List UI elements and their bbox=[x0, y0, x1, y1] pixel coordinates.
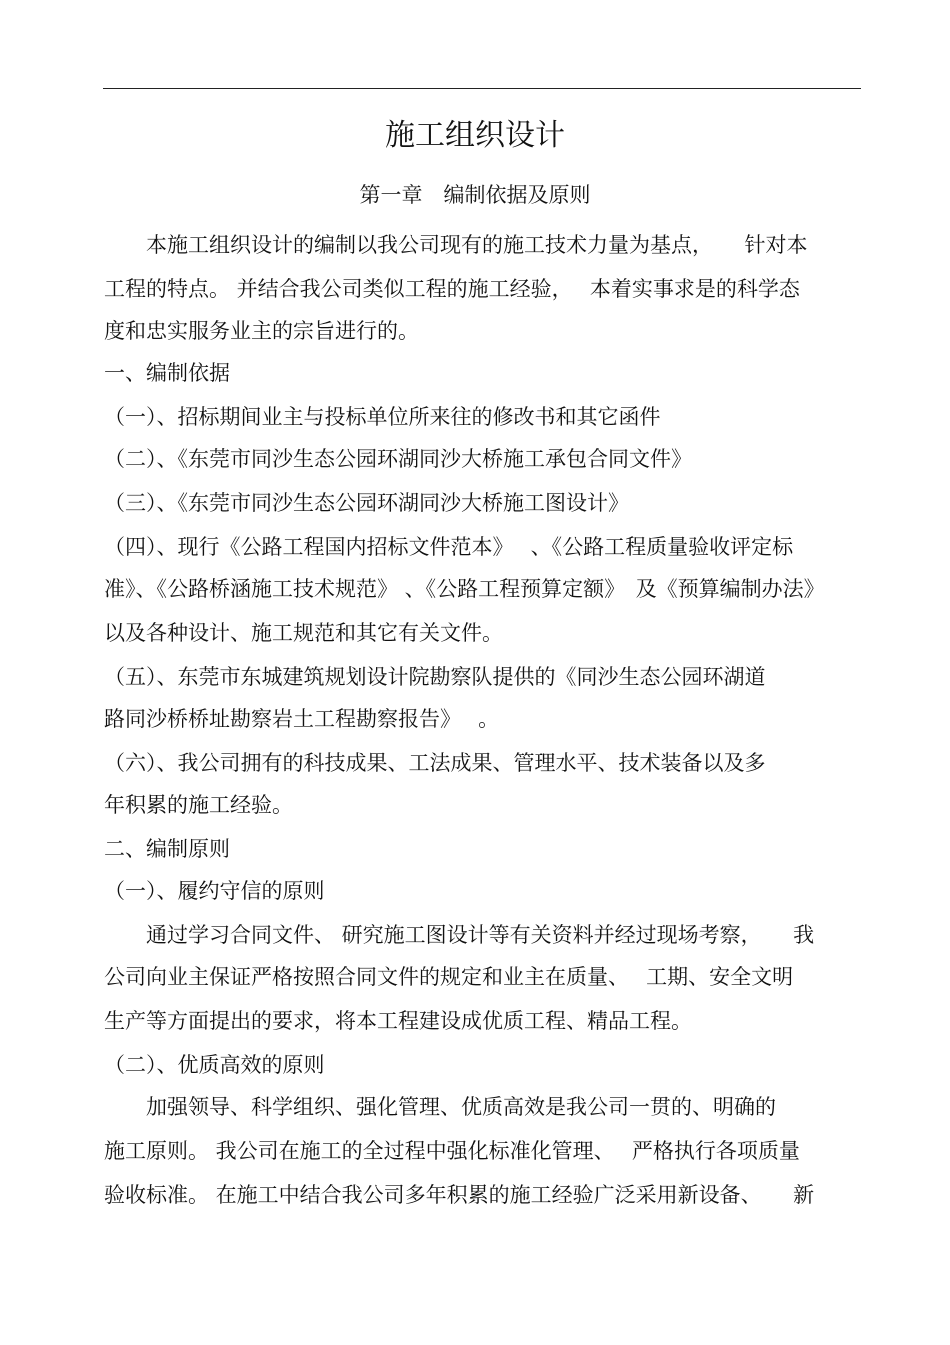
text-line: 年积累的施工经验。 bbox=[104, 793, 293, 817]
text-line: 验收标准。 在施工中结合我公司多年积累的施工经验广泛采用新设备、 新 bbox=[104, 1183, 815, 1207]
text-line: （二）、优质高效的原则 bbox=[104, 1053, 325, 1077]
text-line: （五）、东莞市东城建筑规划设计院勘察队提供的《同沙生态公园环湖道 bbox=[104, 665, 766, 689]
text-line: 准》、《公路桥涵施工技术规范》 、《公路工程预算定额》 及《预算编制办法》 bbox=[104, 577, 825, 601]
text-line: 以及各种设计、施工规范和其它有关文件。 bbox=[104, 621, 503, 645]
text-line: 施工原则。 我公司在施工的全过程中强化标准化管理、 严格执行各项质量 bbox=[104, 1139, 800, 1163]
text-line: （三）、《东莞市同沙生态公园环湖同沙大桥施工图设计》 bbox=[104, 491, 629, 515]
header-rule bbox=[103, 88, 861, 89]
text-line: （一）、招标期间业主与投标单位所来往的修改书和其它函件 bbox=[104, 405, 661, 429]
text-line: 度和忠实服务业主的宗旨进行的。 bbox=[104, 319, 419, 343]
text-line: 一、编制依据 bbox=[104, 361, 230, 385]
text-line: 路同沙桥桥址勘察岩土工程勘察报告》 。 bbox=[104, 707, 500, 731]
text-line: （四）、现行《公路工程国内招标文件范本》 、《公路工程质量验收评定标 bbox=[104, 535, 794, 559]
text-line: （一）、履约守信的原则 bbox=[104, 879, 325, 903]
text-line: 二、编制原则 bbox=[104, 837, 230, 861]
text-line: 公司向业主保证严格按照合同文件的规定和业主在质量、 工期、安全文明 bbox=[104, 965, 794, 989]
chapter-heading: 第一章 编制依据及原则 bbox=[359, 183, 591, 207]
text-line: 加强领导、科学组织、强化管理、优质高效是我公司一贯的、明确的 bbox=[104, 1095, 776, 1119]
text-line: 通过学习合同文件、 研究施工图设计等有关资料并经过现场考察， 我 bbox=[104, 923, 815, 947]
text-line: 生产等方面提出的要求，将本工程建设成优质工程、精品工程。 bbox=[104, 1009, 692, 1033]
text-line: （六）、我公司拥有的科技成果、工法成果、管理水平、技术装备以及多 bbox=[104, 751, 766, 775]
text-line: 本施工组织设计的编制以我公司现有的施工技术力量为基点， 针对本 bbox=[104, 233, 808, 257]
text-line: （二）、《东莞市同沙生态公园环湖同沙大桥施工承包合同文件》 bbox=[104, 447, 692, 471]
text-line: 工程的特点。 并结合我公司类似工程的施工经验， 本着实事求是的科学态 bbox=[104, 277, 800, 301]
document-title: 施工组织设计 bbox=[385, 118, 565, 153]
